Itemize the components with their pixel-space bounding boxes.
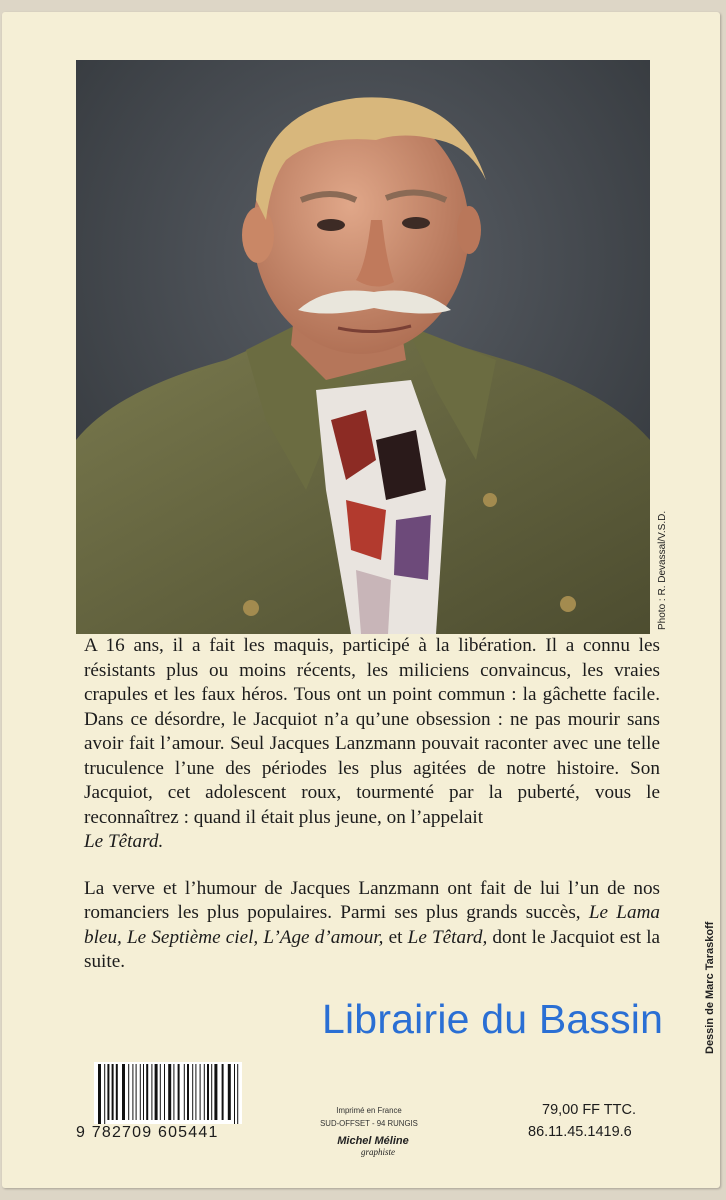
design-credit: Dessin de Marc Taraskoff <box>704 921 716 1054</box>
barcode-bar <box>140 1064 141 1120</box>
barcode-bar <box>237 1064 238 1124</box>
barcode-bar <box>112 1064 114 1120</box>
barcode-bar <box>228 1064 231 1120</box>
barcode-bar <box>98 1064 101 1124</box>
publisher-name: Michel Méline <box>337 1135 409 1147</box>
blurb-paragraph-2-outro: dont le Jacquiot est la suite. <box>84 926 661 972</box>
barcode-bar <box>155 1064 158 1120</box>
barcode-bar <box>104 1064 105 1124</box>
price: 79,00 FF TTC. <box>542 1102 637 1118</box>
publisher-logo <box>328 1136 418 1158</box>
barcode-bar <box>178 1064 180 1120</box>
blurb-paragraph-2 <box>84 877 660 975</box>
barcode-bar <box>132 1064 133 1120</box>
barcode-bar <box>151 1064 152 1120</box>
photo-credit: Photo : R. Devassal/V.S.D. <box>657 510 668 630</box>
barcode-bar <box>187 1064 189 1120</box>
bookstore-watermark: Librairie du Bassin <box>322 996 664 1042</box>
blurb-title-tetard: Le Têtard. <box>84 831 164 852</box>
blurb-paragraph-1 <box>84 634 660 855</box>
product-code: 86.11.45.1419.6 <box>528 1124 632 1140</box>
book-title-lama-bleu: Le Lama bleu, <box>84 902 661 948</box>
barcode-bar <box>143 1064 144 1120</box>
barcode-bar <box>200 1064 201 1120</box>
barcode-bar <box>173 1064 174 1120</box>
isbn-number: 9 782709 605441 <box>76 1124 219 1141</box>
author-portrait-image <box>76 60 650 634</box>
barcode-bar <box>204 1064 205 1120</box>
barcode-bar <box>168 1064 171 1120</box>
printer-line-2: SUD-OFFSET - 94 RUNGIS <box>320 1119 418 1128</box>
printer-line-1: Imprimé en France <box>336 1106 402 1115</box>
blurb-paragraph-1-text: A 16 ans, il a fait les maquis, participé à la libération. Il a connu les résistants plus ou moins récents, les miliciens convaincus, les vraies crapules et les faux héros. Tous ont un point commun : la gâchette facile. Dans ce désordre, le Jacquiot n’a qu’une obsession : ne pas mourir sans avoir fait l’amour. Seul Jacques Lanzmann pouvait raconter avec une telle truculence l’une des périodes les plus agitées de notre histoire. Son Jacquiot, cet adolescent roux, tourmenté par la puberté, vous le reconnaîtrez : quand il était plus jeune, on l’appelait <box>84 635 660 828</box>
barcode-bar <box>122 1064 125 1120</box>
barcode-bar <box>160 1064 161 1120</box>
barcode-bar <box>192 1064 193 1120</box>
barcode-bar <box>164 1064 165 1120</box>
book-title-tetard: Le Têtard, <box>407 926 488 948</box>
barcode-bar <box>184 1064 185 1120</box>
barcode-bar <box>146 1064 148 1120</box>
blurb-paragraph-2-intro: La verve et l’humour de Jacques Lanzmann ont fait de lui l’un de nos romanciers les plus populaires. Parmi ses plus grands succès, <box>84 877 660 923</box>
book-title-septieme-ciel: Le Septième ciel, <box>127 926 259 948</box>
barcode-bar <box>222 1064 224 1120</box>
barcode-bar <box>211 1064 212 1120</box>
barcode-bar <box>195 1064 196 1120</box>
barcode-bar <box>214 1064 217 1120</box>
conjunction: et <box>388 926 403 948</box>
barcode-bar <box>234 1064 235 1124</box>
publisher-sub: graphiste <box>360 1147 395 1157</box>
book-title-age-amour: L’Age d’amour, <box>263 926 384 948</box>
barcode-bar <box>116 1064 118 1120</box>
blurb <box>84 634 660 975</box>
author-photo <box>76 60 650 634</box>
barcode-bar <box>128 1064 129 1120</box>
barcode-bars <box>94 1062 242 1124</box>
barcode-bar <box>207 1064 209 1120</box>
printer-info <box>298 1104 440 1130</box>
barcode-bar <box>136 1064 137 1120</box>
barcode-bar <box>107 1064 109 1120</box>
